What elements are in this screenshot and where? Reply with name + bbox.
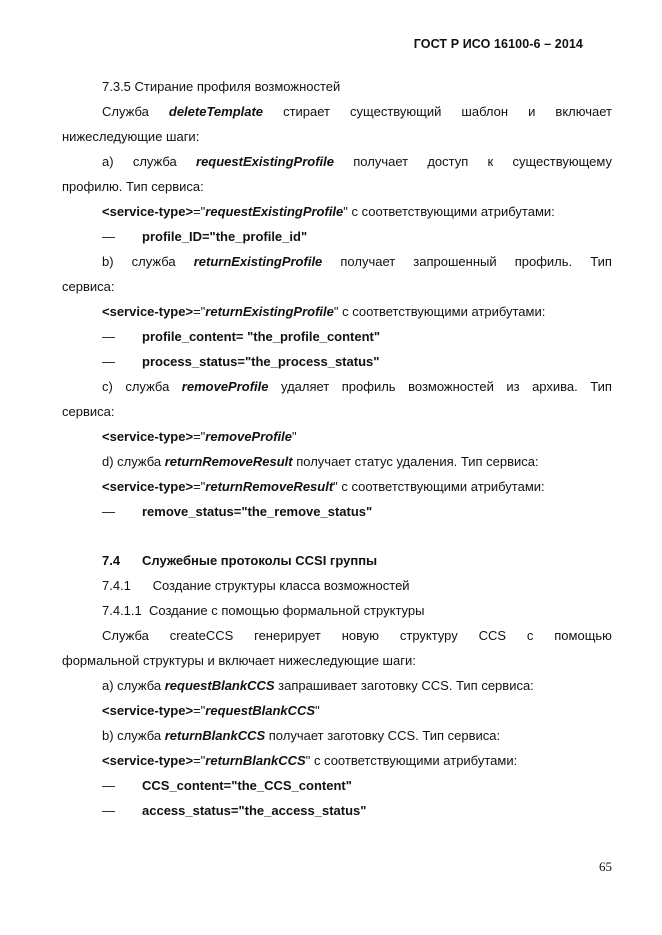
service-type-line: <service-type>="requestExistingProfile" с соответствующими атрибутами: — [102, 204, 555, 219]
subsection-heading-7-4-1-1: 7.4.1.1 Создание с помощью формальной структуры — [102, 603, 425, 618]
attribute-dash: — — [102, 229, 115, 244]
list-item-c: c) служба removeProfile удаляет профиль возможностей из архива. Тип — [102, 379, 612, 394]
attribute-line: CCS_content="the_CCS_content" — [142, 778, 352, 793]
page-number: 65 — [599, 859, 612, 874]
paragraph-delete-template: Служба deleteTemplate стирает существующий шаблон и включает — [102, 104, 612, 119]
paragraph-line: сервиса: — [62, 404, 115, 419]
attribute-dash: — — [102, 329, 115, 344]
paragraph-create-ccs: Служба createCCS генерирует новую структуру CCS с помощью — [102, 628, 612, 643]
list-item-d: d) служба returnRemoveResult получает статус удаления. Тип сервиса: — [102, 454, 539, 469]
service-type-line: <service-type>="returnBlankCCS" с соответствующими атрибутами: — [102, 753, 518, 768]
service-type-line: <service-type>="returnRemoveResult" с соответствующими атрибутами: — [102, 479, 545, 494]
attribute-dash: — — [102, 354, 115, 369]
attribute-dash: — — [102, 778, 115, 793]
service-type-line: <service-type>="returnExistingProfile" с соответствующими атрибутами: — [102, 304, 546, 319]
attribute-dash: — — [102, 504, 115, 519]
service-type-line: <service-type>="requestBlankCCS" — [102, 703, 320, 718]
paragraph-line: сервиса: — [62, 279, 115, 294]
list-item-a: а) служба requestExistingProfile получает доступ к существующему — [102, 154, 612, 169]
attribute-line: process_status="the_process_status" — [142, 354, 380, 369]
section-title-7-4: Служебные протоколы CCSI группы — [142, 553, 378, 568]
section-number-7-4: 7.4 — [102, 553, 121, 568]
section-heading-7-3-5: 7.3.5 Стирание профиля возможностей — [102, 79, 341, 94]
paragraph-line: нижеследующие шаги: — [62, 129, 200, 144]
attribute-line: profile_ID="the_profile_id" — [142, 229, 308, 244]
service-type-line: <service-type>="removeProfile" — [102, 429, 297, 444]
list-item-b: b) служба returnExistingProfile получает запрошенный профиль. Тип — [102, 254, 612, 269]
attribute-line: profile_content= "the_profile_content" — [142, 329, 381, 344]
paragraph-line: формальной структуры и включает нижеследующие шаги: — [62, 653, 416, 668]
attribute-line: remove_status="the_remove_status" — [142, 504, 373, 519]
attribute-dash: — — [102, 803, 115, 818]
standard-header: ГОСТ Р ИСО 16100-6 – 2014 — [413, 37, 583, 51]
paragraph-line: профилю. Тип сервиса: — [62, 179, 204, 194]
list-item-b: b) служба returnBlankCCS получает заготовку CCS. Тип сервиса: — [102, 728, 501, 743]
subsection-heading-7-4-1: 7.4.1 Создание структуры класса возможностей — [102, 578, 410, 593]
list-item-a: а) служба requestBlankCCS запрашивает заготовку CCS. Тип сервиса: — [102, 678, 534, 693]
attribute-line: access_status="the_access_status" — [142, 803, 367, 818]
